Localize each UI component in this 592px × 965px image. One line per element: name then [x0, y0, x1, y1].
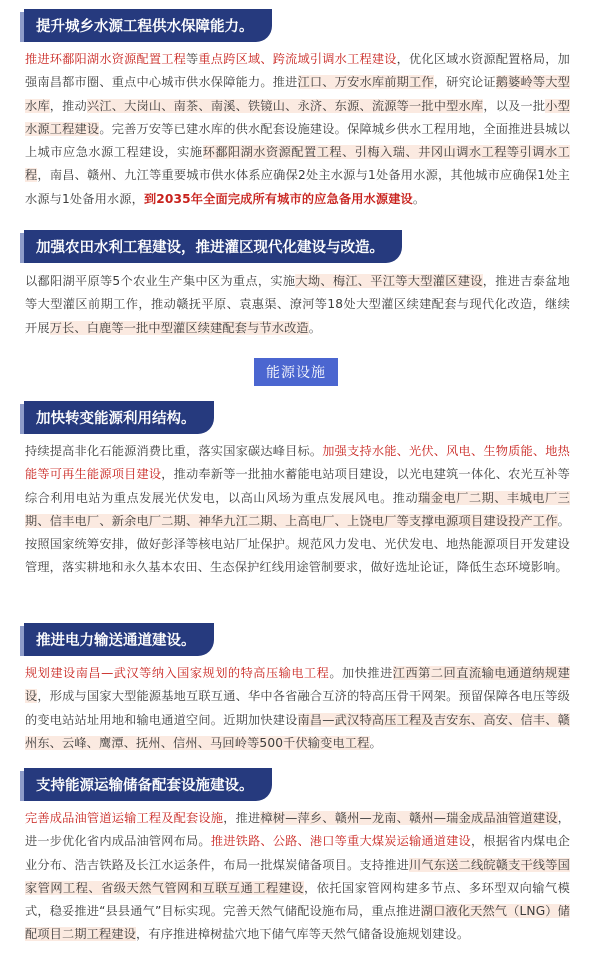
section-body-power-transmission [25, 662, 570, 755]
emphasis-text-run: 推进铁路、公路、港口等重大煤炭运输通道建设 [210, 834, 471, 849]
emphasis-text-run: 规划建设南昌—武汉等纳入国家规划的特高压输电工程 [25, 666, 330, 680]
body-text-run: ，形成与国家大型能源基地互联互通、华中各省融合互济的特高压骨干网架。预留保障各电压等级的变电站站址用地和输电通道空间。近期加快建设 [25, 689, 570, 727]
emphasis-text-run: 完善成品油管道运输工程及配套设施 [25, 811, 224, 825]
highlighted-text-run: 鹅婆岭等大型水库 [25, 75, 570, 113]
section-heading-energy-storage [24, 768, 272, 801]
body-text-run: ，有序推进樟树盐穴地下储气库等天然气储备设施规划建设。 [136, 927, 470, 942]
highlighted-text-run: 江西第二回直流输电通道纳规建设 [25, 666, 571, 704]
body-text-run: 以鄱阳湖平原等5个农业生产集中区为重点，实施 [25, 274, 296, 288]
body-text-run: ，进一步优化省内成品油管网布局。 [25, 811, 571, 849]
emphasis-text-run: 重点跨区域、跨流域引调水工程建设 [198, 52, 397, 66]
section-heading-text: 加快转变能源利用结构。 [36, 411, 196, 427]
section-heading-text: 支持能源运输储备配套设施建设。 [36, 778, 254, 794]
body-text-run: ，依托国家管网构建多节点、多环型双向输气模式，稳妥推进“县县通气”目标实现。完善天然气储配设施布局，重点推进 [25, 880, 570, 919]
highlighted-text-run: 大坳、梅江、平江等大型灌区建设 [295, 274, 483, 288]
section-heading-text: 加强农田水利工程建设，推进灌区现代化建设与改造。 [36, 240, 384, 256]
emphasis-text-run: 加强支持水能、光伏、风电、生物质能、地热能等可再生能源项目建设 [25, 444, 570, 482]
section-heading-text: 提升城乡水源工程供水保障能力。 [36, 19, 254, 35]
emphasis-text-run: 推进环鄱阳湖水资源配置工程 [25, 52, 187, 66]
body-text-run: ，研究论证 [433, 75, 496, 90]
section-body-water-supply [25, 48, 570, 211]
emphasis-text-run: 到2035年全面完成所有城市的应急备用水源建设 [143, 191, 413, 206]
section-body-irrigation [25, 270, 570, 340]
highlighted-text-run: 川气东送二线皖赣支干线等国家管网工程、省级天然气管网和互联互通工程建设 [25, 857, 571, 895]
body-text-run: 。按照国家统筹安排，做好彭泽等核电站厂址保护。规范风力发电、光伏发电、地热能源项目开发建设管理，落实耕地和永久基本农田、生态保护红线用途管制要求，做好选址论证，降低生态环境影响。 [25, 513, 570, 575]
section-body-energy-storage [25, 807, 570, 947]
highlighted-text-run: 江口、万安水库前期工作 [297, 75, 434, 90]
section-heading-text: 推进电力输送通道建设。 [36, 633, 196, 649]
category-label-energy-facilities: 能源设施 [254, 358, 338, 386]
body-text-run: 。 [308, 320, 322, 335]
highlighted-text-run: 樟树—萍乡、赣州—龙南、赣州—瑞金成品油管道建设 [260, 811, 558, 825]
body-text-run: 。完善万安等已建水库的供水配套设施建设。保障城乡供水工程用地，全面推进县城以上城市应急水源工程建设，实施 [25, 121, 570, 160]
body-text-run: 。 [369, 735, 382, 750]
highlighted-text-run: 湖口液化天然气（LNG）储配项目二期工程建设 [25, 904, 570, 942]
section-body-energy-structure [25, 440, 570, 580]
highlighted-text-run: 南昌—武汉特高压工程及吉安东、高安、信丰、赣州东、云峰、鹰潭、抚州、信州、马回岭等500千伏输变电工程 [25, 712, 570, 750]
section-heading-energy-structure [24, 401, 214, 434]
highlighted-text-run: 兴江、大岗山、南茶、南溪、铁镜山、永济、东源、流源等一批中型水库 [86, 98, 484, 113]
body-text-run: 。 [412, 191, 426, 206]
section-heading-water-supply [24, 9, 272, 42]
body-text-run: 等 [186, 52, 199, 66]
highlighted-text-run: 万长、白鹿等一批中型灌区续建配套与节水改造 [49, 320, 309, 335]
body-text-run: ，推动 [49, 98, 87, 113]
body-text-run: ，推动奉新等一批抽水蓄能电站项目建设，以光电建筑一体化、农光互补等综合利用电站为重点发展光伏发电，以高山风场为重点发展风电。推动 [25, 467, 570, 505]
body-text-run: ，推进吉泰盆地等大型灌区前期工作，推动赣抚平原、袁惠渠、潦河等18处大型灌区续建配套与现代化改造，继续开展 [25, 274, 570, 335]
highlighted-text-run: 瑞金电厂二期、丰城电厂三期、信丰电厂、新余电厂二期、神华九江二期、上高电厂、上饶电厂等支撑电源项目建设投产工作 [25, 490, 570, 528]
body-text-run: ，推进 [223, 811, 261, 825]
body-text-run: 。加快推进 [329, 666, 393, 680]
section-heading-irrigation [24, 230, 402, 263]
body-text-run: ，南昌、赣州、九江等重要城市供水体系应确保2处主水源与1处备用水源，其他城市应确保1处主水源与1处备用水源， [25, 168, 570, 206]
body-text-run: 持续提高非化石能源消费比重，落实国家碳达峰目标。 [25, 444, 323, 458]
body-text-run: ，以及一批 [483, 98, 546, 113]
highlighted-text-run: 小型水源工程建设 [25, 98, 570, 136]
body-text-run: ，根据省内煤电企业分布、浩吉铁路及长江水运条件，布局一批煤炭储备项目。支持推进 [25, 834, 571, 872]
section-heading-power-transmission [24, 623, 214, 656]
body-text-run: ，优化区域水资源配置格局，加强南昌都市圈、重点中心城市供水保障能力。推进 [25, 52, 570, 90]
highlighted-text-run: 环鄱阳湖水资源配置工程、引梅入瑞、井冈山调水工程等引调水工程 [25, 145, 570, 183]
